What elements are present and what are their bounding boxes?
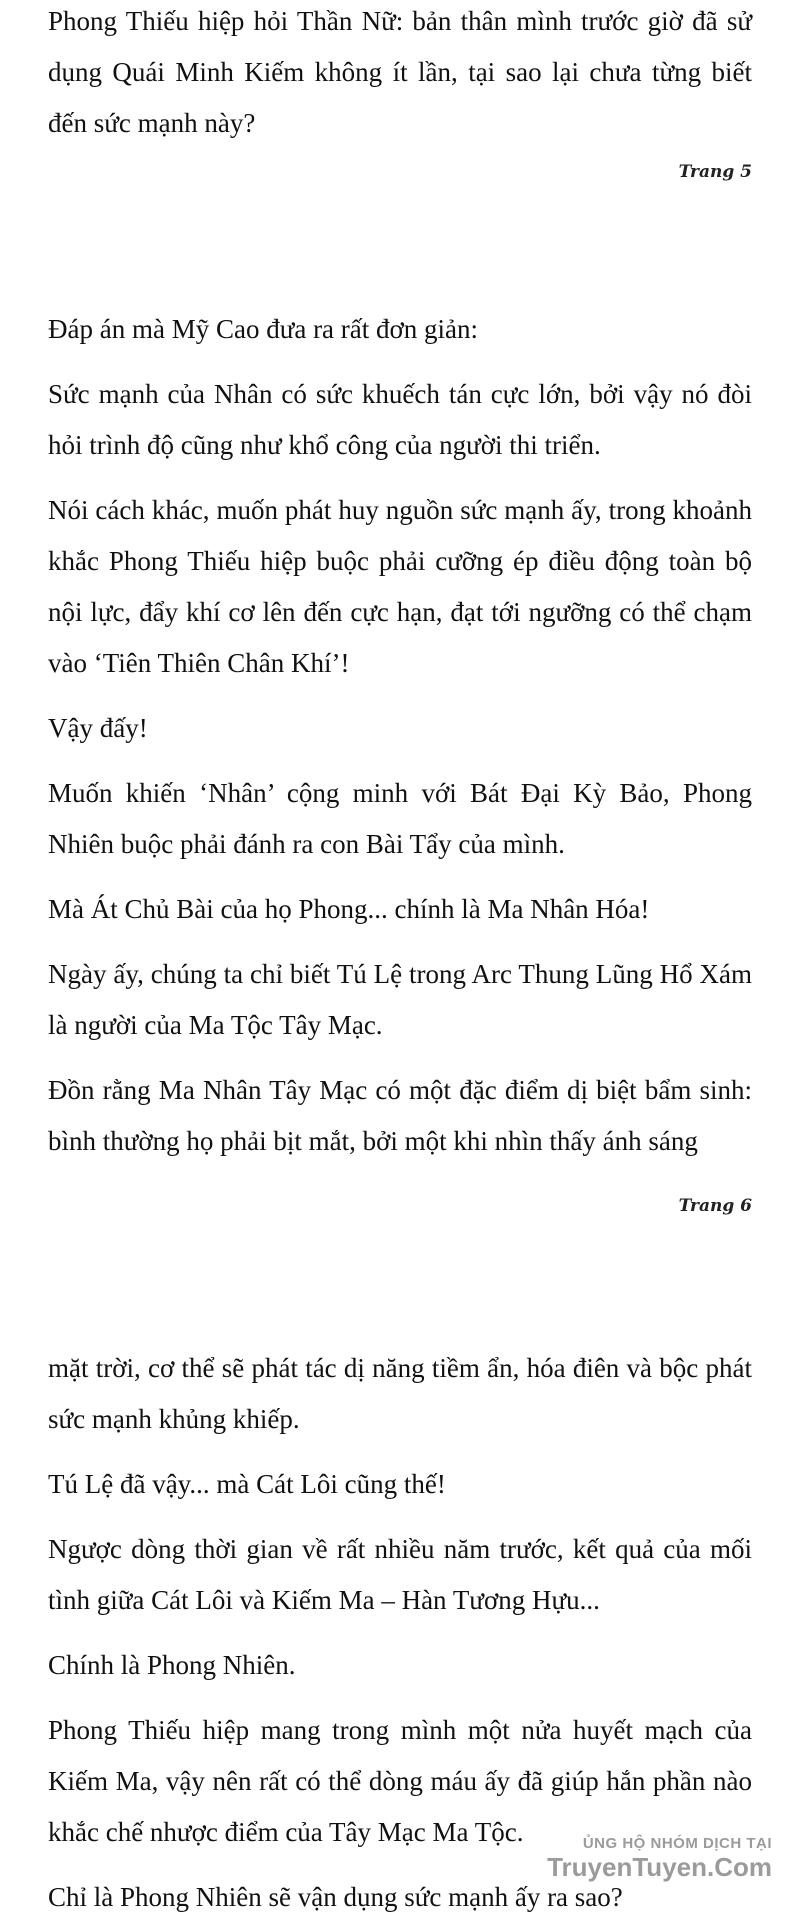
paragraph: Ngày ấy, chúng ta chỉ biết Tú Lệ trong Arc Thung Lũng Hổ Xám là người của Ma Tộc Tây Mạc.	[48, 959, 752, 1040]
paragraph: Tú Lệ đã vậy... mà Cát Lôi cũng thế!	[48, 1469, 446, 1499]
paragraph: mặt trời, cơ thể sẽ phát tác dị năng tiềm ẩn, hóa điên và bộc phát sức mạnh khủng khiếp.	[48, 1353, 752, 1434]
paragraph: Sức mạnh của Nhân có sức khuếch tán cực lớn, bởi vậy nó đòi hỏi trình độ cũng như khổ công của người thi triển.	[48, 379, 752, 460]
watermark-line2: TruyenTuyen.Com	[547, 1852, 772, 1882]
page-number-label: Trang 5	[678, 162, 752, 182]
site-watermark	[547, 1835, 772, 1882]
paragraph: Muốn khiến ‘Nhân’ cộng minh với Bát Đại Kỳ Bảo, Phong Nhiên buộc phải đánh ra con Bài Tẩy của mình.	[48, 778, 752, 859]
paragraph: Phong Thiếu hiệp mang trong mình một nửa huyết mạch của Kiếm Ma, vậy nên rất có thể dòng máu ấy đã giúp hắn phần nào khắc chế nhược điểm của Tây Mạc Ma Tộc.	[48, 1715, 752, 1847]
text-block-page5	[0, 0, 800, 149]
watermark-line1: ỦNG HỘ NHÓM DỊCH TẠI	[582, 1835, 772, 1852]
paragraph: Ngược dòng thời gian về rất nhiều năm trước, kết quả của mối tình giữa Cát Lôi và Kiếm Ma – Hàn Tương Hựu...	[48, 1534, 752, 1615]
paragraph: Nói cách khác, muốn phát huy nguồn sức mạnh ấy, trong khoảnh khắc Phong Thiếu hiệp buộc phải cưỡng ép điều động toàn bộ nội lực, đẩy khí cơ lên đến cực hạn, đạt tới ngưỡng có thể chạm vào ‘Tiên Thiên Chân Khí’!	[48, 495, 752, 678]
paragraph: Phong Thiếu hiệp hỏi Thần Nữ: bản thân mình trước giờ đã sử dụng Quái Minh Kiếm không ít lần, tại sao lại chưa từng biết đến sức mạnh này?	[48, 6, 752, 138]
paragraph: Đồn rằng Ma Nhân Tây Mạc có một đặc điểm dị biệt bẩm sinh: bình thường họ phải bịt mắt, bởi một khi nhìn thấy ánh sáng	[48, 1075, 752, 1156]
paragraph: Chỉ là Phong Nhiên sẽ vận dụng sức mạnh ấy ra sao?	[48, 1882, 623, 1912]
text-block-page6	[0, 304, 800, 1167]
paragraph: Đáp án mà Mỹ Cao đưa ra rất đơn giản:	[48, 314, 479, 344]
paragraph: Vậy đấy!	[48, 713, 148, 743]
paragraph: Mà Át Chủ Bài của họ Phong... chính là Ma Nhân Hóa!	[48, 894, 650, 924]
paragraph: Chính là Phong Nhiên.	[48, 1650, 296, 1680]
page-number-label: Trang 6	[678, 1196, 752, 1216]
